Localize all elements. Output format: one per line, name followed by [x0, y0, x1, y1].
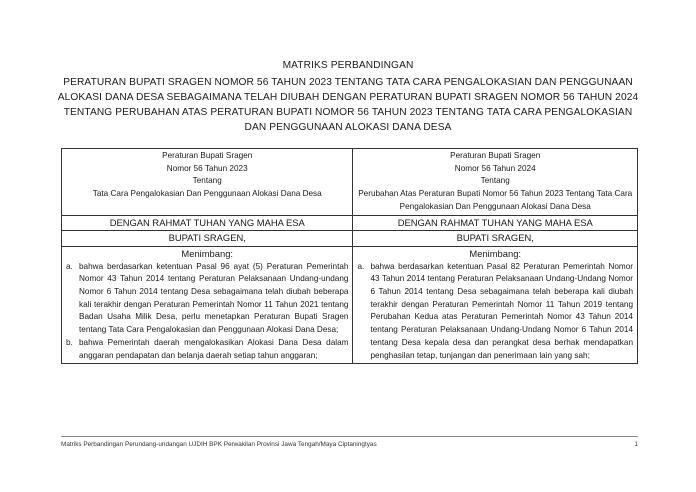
- item-text: bahwa berdasarkan ketentuan Pasal 82 Peraturan Pemerintah Nomor 43 Tahun 2014 tentang Peraturan Pelaksanaan Undang-Undang Nomor 6 Tahun 2014 tentang Desa sebagaimana telah beberapa kali diubah terakhir dengan Peraturan Pemerintah Nomor 11 Tahun 2019 tentang Perubahan Kedua atas Peraturan Pemerintah Nomor 43 Tahun 2014 tentang Peraturan Pelaksanaan Undang-Undang Nomor 6 Tahun 2014 tentang Desa kepala desa dan perangkat desa berhak mendapatkan penghasilan tetap, tunjangan dan penerimaan lain yang sah;: [370, 261, 633, 360]
- regulation-subject: Perubahan Atas Peraturan Bupati Nomor 56 Tahun 2023 Tentang Tata Cara Pengalokasian Dan Penggunaan Alokasi Dana Desa: [358, 189, 633, 211]
- page-number: 1: [634, 441, 638, 448]
- comparison-table: [61, 148, 638, 364]
- document-title: MATRIKS PERBANDINGAN: [282, 60, 414, 71]
- regulation-about-label: Tentang: [192, 176, 222, 186]
- left-heading-cell: [62, 149, 353, 216]
- preamble-row: [62, 215, 638, 231]
- list-item: [357, 261, 633, 363]
- considering-list: [66, 261, 348, 363]
- right-authority: BUPATI SRAGEN,: [353, 231, 638, 247]
- regulation-number: Nomor 56 Tahun 2024: [454, 163, 536, 173]
- considering-label: Menimbang:: [469, 247, 522, 259]
- regulation-name: Peraturan Bupati Sragen: [450, 151, 541, 160]
- item-label: b.: [66, 337, 73, 347]
- left-considering-cell: [62, 246, 353, 363]
- list-item: [66, 261, 348, 337]
- regulation-number: Nomor 56 Tahun 2023: [166, 163, 248, 173]
- regulation-about-label: Tentang: [480, 176, 510, 186]
- right-considering-cell: [353, 246, 638, 363]
- footer-text: Matriks Perbandingan Perundang-undangan UJDIH BPK Perwakilan Provinsi Jawa Tengah/Maya Ciptaningtyas: [61, 441, 377, 448]
- regulation-name: Peraturan Bupati Sragen: [162, 151, 253, 160]
- subtitle-line: ALOKASI DANA DESA SEBAGAIMANA TELAH DIUBAH DENGAN PERATURAN BUPATI SRAGEN NOMOR 56 TAHUN 2024: [57, 92, 639, 103]
- heading-row: [62, 149, 638, 216]
- subtitle-line: DAN PENGGUNAAN ALOKASI DANA DESA: [244, 122, 452, 133]
- subtitle-line: TENTANG PERUBAHAN ATAS PERATURAN BUPATI NOMOR 56 TAHUN 2023 TENTANG TATA CARA PENGALOKASIAN: [63, 107, 633, 118]
- list-item: [66, 337, 348, 362]
- document-header: [40, 58, 656, 135]
- regulation-subject: Tata Cara Pengalokasian Dan Penggunaan Alokasi Dana Desa: [92, 189, 322, 199]
- right-heading-cell: [353, 149, 638, 216]
- item-text: bahwa Pemerintah daerah mengalokasikan Alokasi Dana Desa dalam anggaran pendapatan dan belanja daerah setiap tahun anggaran;: [79, 337, 349, 360]
- considering-label: Menimbang:: [181, 247, 234, 259]
- considering-row: [62, 246, 638, 363]
- item-text: bahwa berdasarkan ketentuan Pasal 96 ayat (5) Peraturan Pemerintah Nomor 43 Tahun 2014 tentang Peraturan Pelaksanaan Undang-undang Nomor 6 Tahun 2014 tentang Desa sebagaimana telah diubah beberapa kali terakhir dengan Peraturan Pemerintah Nomor 11 Tahun 2021 tentang Badan Usaha Milik Desa, perlu menetapkan Peraturan Bupati Sragen tentang Tata Cara Pengalokasian dan Penggunaan Alokasi Dana Desa;: [79, 261, 349, 335]
- page-footer: [61, 436, 638, 448]
- item-label: a.: [66, 261, 73, 271]
- left-preamble: DENGAN RAHMAT TUHAN YANG MAHA ESA: [62, 215, 353, 231]
- left-authority: BUPATI SRAGEN,: [62, 231, 353, 247]
- authority-row: [62, 231, 638, 247]
- item-label: a.: [357, 261, 365, 271]
- right-preamble: DENGAN RAHMAT TUHAN YANG MAHA ESA: [353, 215, 638, 231]
- considering-list: [357, 261, 633, 363]
- subtitle-line: PERATURAN BUPATI SRAGEN NOMOR 56 TAHUN 2023 TENTANG TATA CARA PENGALOKASIAN DAN PENGGUNAAN: [63, 77, 633, 88]
